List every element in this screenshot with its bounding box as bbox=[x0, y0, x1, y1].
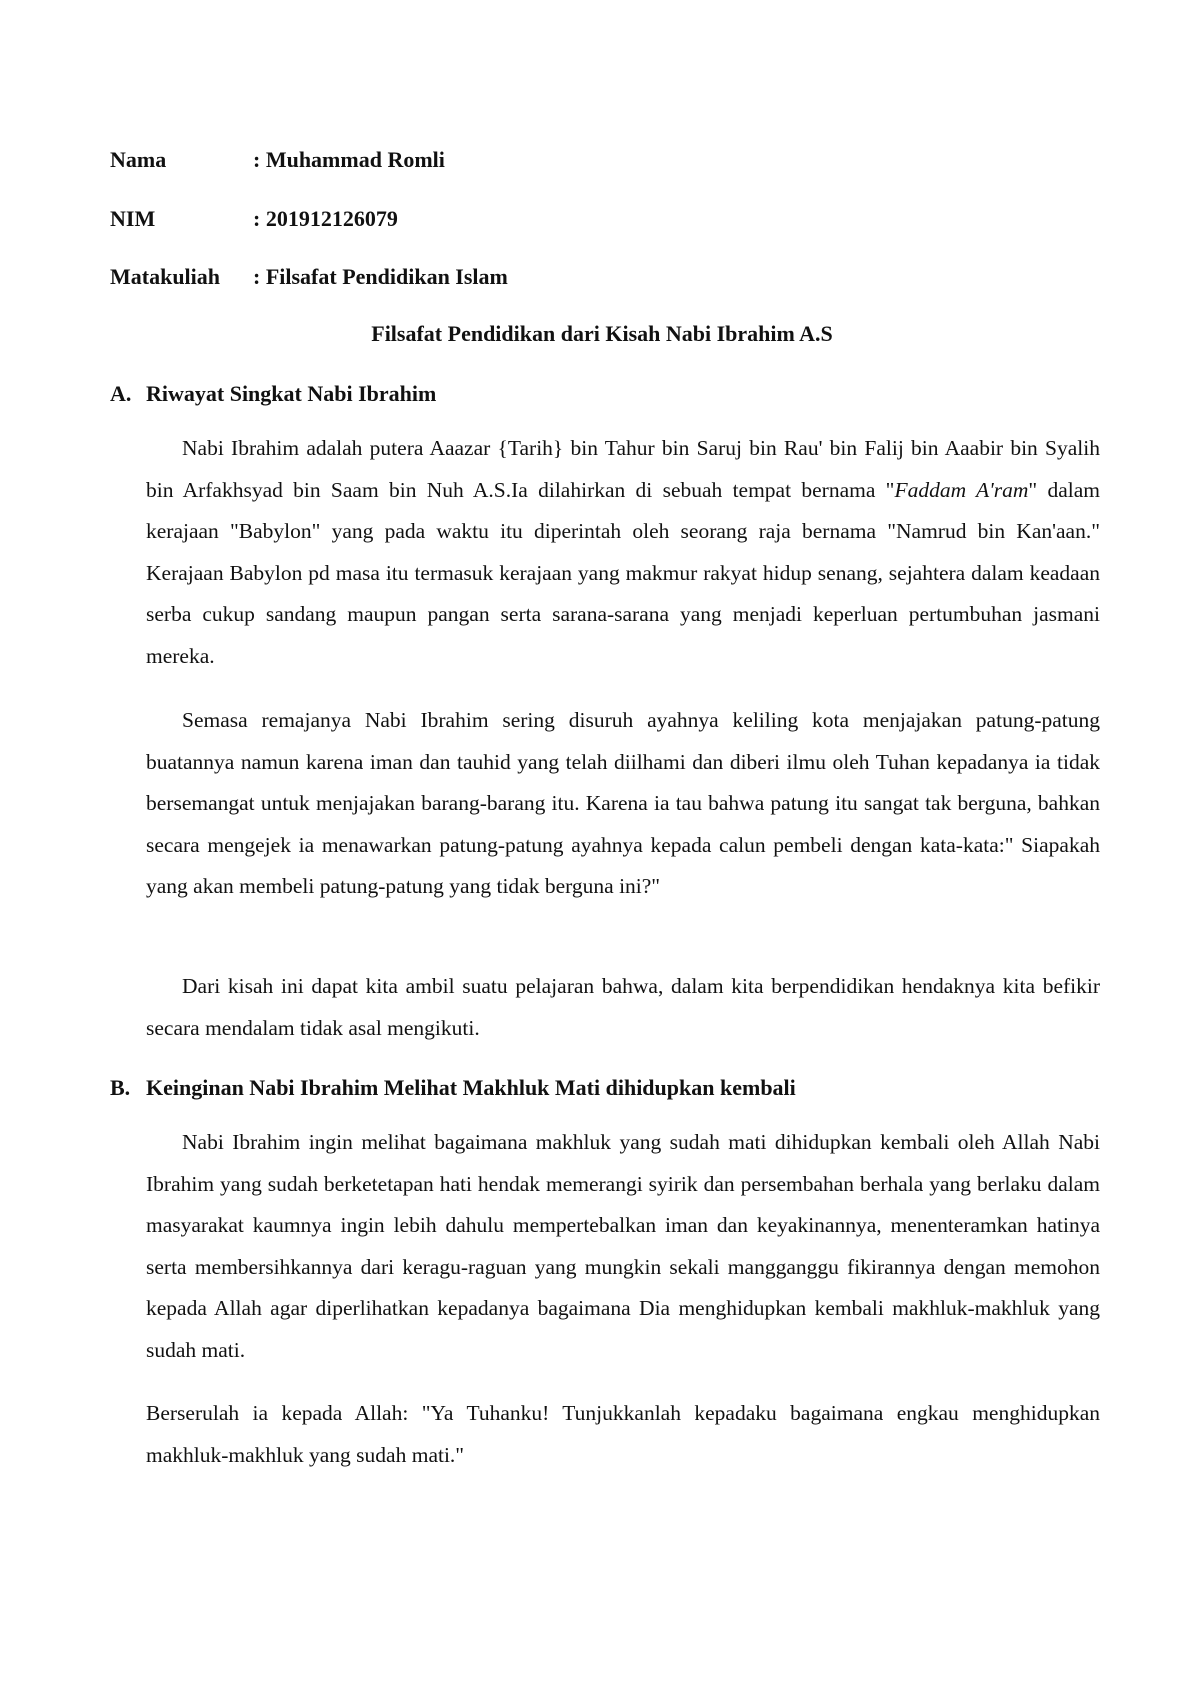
section-b-letter: B. bbox=[110, 1075, 131, 1100]
section-a-heading bbox=[110, 380, 436, 408]
section-a-p1-place-name: Faddam A'ram bbox=[894, 477, 1029, 502]
name-label: Nama bbox=[110, 147, 167, 172]
section-a-title: Riwayat Singkat Nabi Ibrahim bbox=[146, 381, 437, 406]
section-a-p1-part-2: " dalam kerajaan "Babylon" yang pada waktu itu diperintah oleh seorang raja bernama "Namrud bin Kan'aan." Kerajaan Babylon pd masa itu termasuk kerajaan yang makmur rakyat hidup senang, sejahtera dalam keadaan serba cukup sandang maupun pangan serta sarana-sarana yang menjadi keperluan pertumbuhan jasmani mereka. bbox=[146, 477, 1100, 668]
section-a-letter: A. bbox=[110, 381, 132, 406]
nim-label: NIM bbox=[110, 206, 156, 231]
section-b-paragraph-2: Berserulah ia kepada Allah: "Ya Tuhanku! Tunjukkanlah kepadaku bagaimana engkau menghidupkan makhluk-makhluk yang sudah mati." bbox=[146, 1401, 1100, 1467]
nim-row bbox=[110, 205, 398, 233]
section-a-paragraph-3: Dari kisah ini dapat kita ambil suatu pelajaran bahwa, dalam kita berpendidikan hendaknya kita befikir secara mendalam tidak asal mengikuti. bbox=[146, 974, 1100, 1040]
section-a-paragraph-1 bbox=[146, 428, 1100, 678]
course-row bbox=[110, 263, 508, 291]
document-title: Filsafat Pendidikan dari Kisah Nabi Ibrahim A.S bbox=[371, 321, 833, 346]
nim-value: : 201912126079 bbox=[253, 206, 398, 231]
course-label: Matakuliah bbox=[110, 264, 221, 289]
section-b-paragraph-1: Nabi Ibrahim ingin melihat bagaimana makhluk yang sudah mati dihidupkan kembali oleh Allah Nabi Ibrahim yang sudah berketetapan hati hendak memerangi syirik dan persembahan berhala yang berlaku dalam masyarakat kaumnya ingin lebih dahulu mempertebalkan iman dan keyakinannya, menenteramkan hatinya serta membersihkannya dari keragu-raguan yang mungkin sekali mangganggu fikirannya dengan memohon kepada Allah agar diperlihatkan kepadanya bagaimana Dia menghidupkan kembali makhluk-makhluk yang sudah mati. bbox=[146, 1130, 1100, 1362]
section-b-title: Keinginan Nabi Ibrahim Melihat Makhluk Mati dihidupkan kembali bbox=[146, 1075, 796, 1100]
name-row bbox=[110, 146, 445, 174]
section-a-paragraph-2: Semasa remajanya Nabi Ibrahim sering disuruh ayahnya keliling kota menjajakan patung-patung buatannya namun karena iman dan tauhid yang telah diilhami dan diberi ilmu oleh Tuhan kepadanya ia tidak bersemangat untuk menjajakan barang-barang itu. Karena ia tau bahwa patung itu sangat tak berguna, bahkan secara mengejek ia menawarkan patung-patung ayahnya kepada calun pembeli dengan kata-kata:" Siapakah yang akan membeli patung-patung yang tidak berguna ini?" bbox=[146, 708, 1100, 899]
section-b-heading bbox=[110, 1074, 796, 1102]
section-a-p1-part-1: Nabi Ibrahim adalah putera Aaazar {Tarih} bin Tahur bin Saruj bin Rau' bin Falij bin Aaabir bin Syalih bin Arfakhsyad bin Saam bin Nuh A.S.Ia dilahirkan di sebuah tempat bernama " bbox=[146, 436, 1100, 502]
course-value: : Filsafat Pendidikan Islam bbox=[253, 264, 508, 289]
name-value: : Muhammad Romli bbox=[253, 147, 445, 172]
